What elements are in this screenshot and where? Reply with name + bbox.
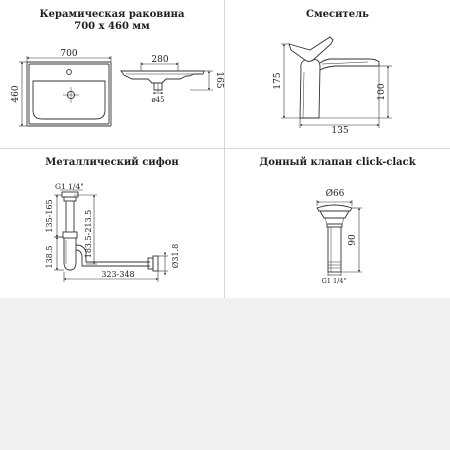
sink-drawing xyxy=(11,49,224,126)
drain-diameter-label: Ø66 xyxy=(325,189,345,199)
mixer-spout-height-label: 100 xyxy=(377,83,387,101)
drain-thread-label: G1 1/4" xyxy=(321,277,347,285)
mixer-height-label: 175 xyxy=(273,72,283,90)
siphon-diameter-label: Ø31.8 xyxy=(171,243,180,269)
sink-depth-label: 280 xyxy=(151,55,169,65)
siphon-drawing xyxy=(45,182,180,282)
sink-hole-label: ø45 xyxy=(151,96,165,104)
siphon-reach-label: 323-348 xyxy=(101,270,135,279)
sink-subtitle: 700 х 460 мм xyxy=(74,21,150,32)
sink-top-view xyxy=(27,62,111,126)
sink-height-label: 460 xyxy=(11,85,21,103)
mixer-title: Смеситель xyxy=(306,9,369,20)
sink-width-label: 700 xyxy=(60,49,78,59)
sink-side-height-label: 165 xyxy=(214,71,224,89)
siphon-bottom-label: 138.5 xyxy=(45,245,54,269)
drain-height-label: 90 xyxy=(348,234,358,246)
sink-title: Керамическая раковина xyxy=(39,9,185,20)
sink-side-view xyxy=(121,71,204,92)
drain-title: Донный клапан click-clack xyxy=(259,157,416,168)
siphon-mid-range-label: 183.5-213.5 xyxy=(84,209,93,259)
mixer-reach-label: 135 xyxy=(331,126,349,136)
siphon-thread-label: G1 1/4" xyxy=(55,182,84,191)
siphon-title: Металлический сифон xyxy=(45,157,179,168)
drain-drawing xyxy=(317,188,362,285)
siphon-top-range-label: 135-165 xyxy=(45,199,54,233)
mixer-drawing xyxy=(273,37,392,136)
